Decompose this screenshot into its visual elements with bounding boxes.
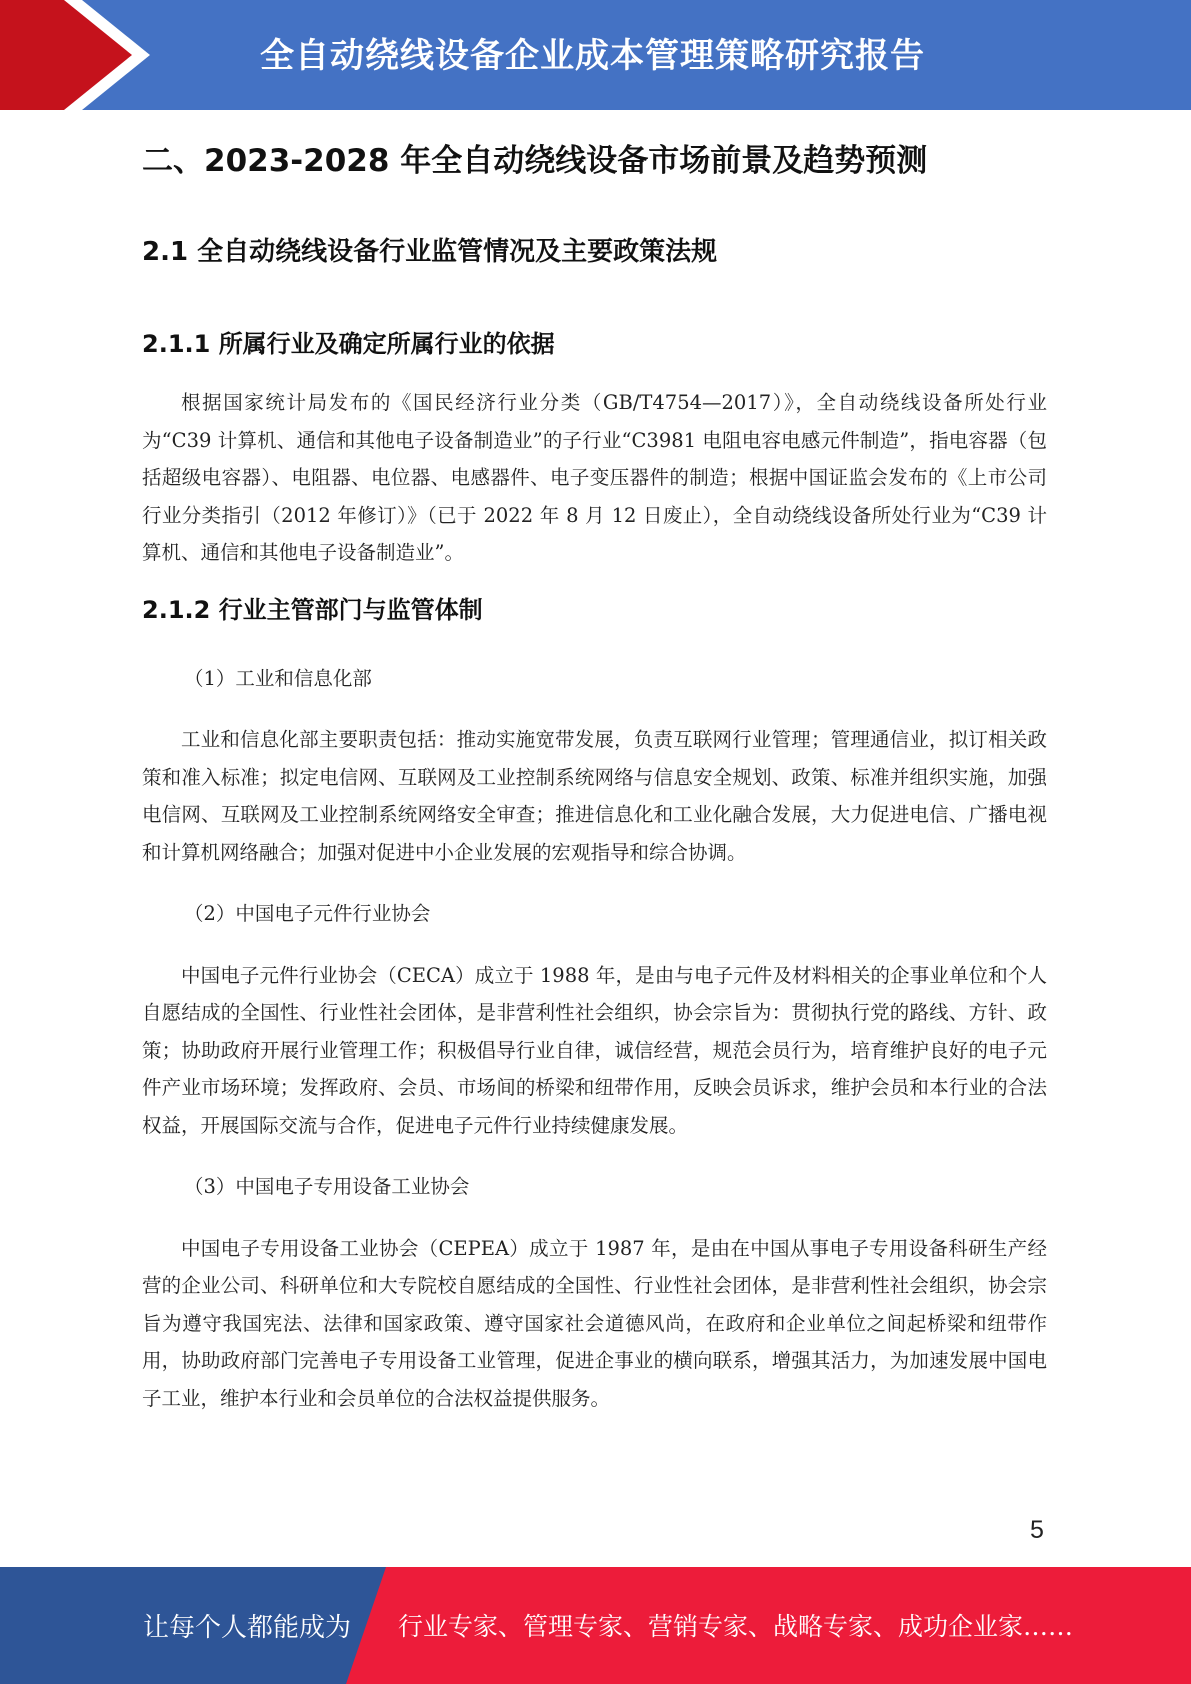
item-heading-ceca: （2）中国电子元件行业协会 xyxy=(184,902,431,925)
item-heading-cepea: （3）中国电子专用设备工业协会 xyxy=(184,1175,470,1198)
footer-slogan-left: 让每个人都能成为 xyxy=(143,1613,352,1643)
paragraph-ceca: 中国电子元件行业协会（CECA）成立于 1988 年，是由与电子元件及材料相关的企事业单位和个人自愿结成的全国性、行业性社会团体，是非营利性社会组织，协会宗旨为：贯彻执行党的路线、方针、政策；协助政府开展行业管理工作；积极倡导行业自律，诚信经营，规范会员行为，培育维护良好的电子元件产业市场环境；发挥政府、会员、市场间的桥梁和纽带作用，反映会员诉求，维护会员和本行业的合法权益，开展国际交流与合作，促进电子元件行业持续健康发展。 xyxy=(142,963,1047,1137)
header-title: 全自动绕线设备企业成本管理策略研究报告 xyxy=(260,36,925,76)
page-number: 5 xyxy=(1030,1516,1044,1544)
section-heading-2-1: 2.1 全自动绕线设备行业监管情况及主要政策法规 xyxy=(142,237,718,267)
paragraph-cepea: 中国电子专用设备工业协会（CEPEA）成立于 1987 年，是由在中国从事电子专用设备科研生产经营的企业公司、科研单位和大专院校自愿结成的全国性、行业性社会团体，是非营利性社会组织，协会宗旨为遵守我国宪法、法律和国家政策、遵守国家社会道德风尚，在政府和企业单位之间起桥梁和纽带作用，协助政府部门完善电子专用设备工业管理，促进企事业的横向联系，增强其活力，为加速发展中国电子工业，维护本行业和会员单位的合法权益提供服务。 xyxy=(142,1236,1047,1410)
footer-banner xyxy=(0,1567,1191,1684)
paragraph-industry-basis: 根据国家统计局发布的《国民经济行业分类（GB/T4754—2017）》，全自动绕线设备所处行业为“C39 计算机、通信和其他电子设备制造业”的子行业“C3981 电阻电容电感元件制造”，指电容器（包括超级电容器）、电阻器、电位器、电感器件、电子变压器件的制造；根据中国证监会发布的《上市公司行业分类指引（2012 年修订）》（已于 2022 年 8 月 12 日废止），全自动绕线设备所处行业为“C39 计算机、通信和其他电子设备制造业”。 xyxy=(142,391,1047,564)
subsection-heading-2-1-1: 2.1.1 所属行业及确定所属行业的依据 xyxy=(142,330,555,358)
item-heading-miit: （1）工业和信息化部 xyxy=(184,666,372,690)
footer-slogan-right: 行业专家、管理专家、营销专家、战略专家、成功企业家…… xyxy=(398,1612,1074,1641)
paragraph-miit: 工业和信息化部主要职责包括：推动实施宽带发展，负责互联网行业管理；管理通信业，拟订相关政策和准入标准；拟定电信网、互联网及工业控制系统网络与信息安全规划、政策、标准并组织实施，加强电信网、互联网及工业控制系统网络安全审查；推进信息化和工业化融合发展，大力促进电信、广播电视和计算机网络融合；加强对促进中小企业发展的宏观指导和综合协调。 xyxy=(142,728,1047,864)
header-banner xyxy=(0,0,1191,110)
subsection-heading-2-1-2: 2.1.2 行业主管部门与监管体制 xyxy=(142,595,483,624)
document-body xyxy=(142,136,1047,1417)
chapter-heading: 二、2023-2028 年全自动绕线设备市场前景及趋势预测 xyxy=(142,143,928,179)
